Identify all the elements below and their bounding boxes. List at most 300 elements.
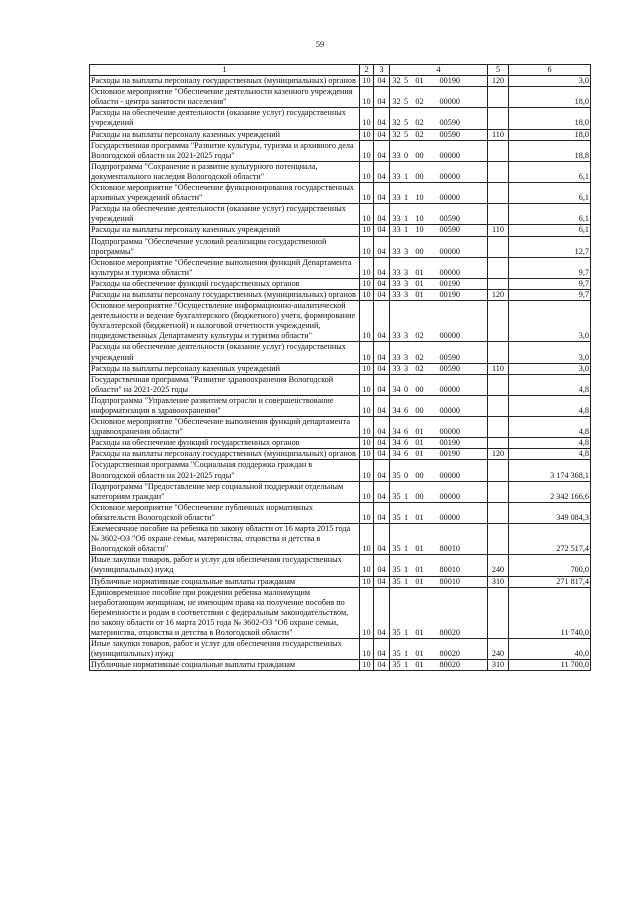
target-article-code [390,129,488,140]
amount-value: 11 700,0 [509,660,591,671]
target-code-part: 00000 [439,512,460,522]
subsection-code: 04 [374,140,390,161]
amount-value: 272 517,4 [509,524,591,555]
expense-type-code [488,183,509,204]
target-code-part: 00590 [439,129,460,139]
subsection-code: 04 [374,395,390,416]
section-code: 10 [360,524,374,555]
target-code-part: 01 [415,565,424,575]
target-code-part: 1 [403,565,409,575]
expense-name: Расходы на выплаты персоналу казенных учреждений [90,363,360,374]
target-code-part: 00190 [439,449,460,459]
table-row [90,301,591,342]
target-code-part: 00 [415,384,424,394]
table-row [90,129,591,140]
target-code-part: 00000 [439,267,460,277]
target-code-part: 1 [403,512,409,522]
expense-name: Основное мероприятие "Обеспечение выполнения функций департамента здравоохранения области" [90,417,360,438]
target-code-part: 35 [392,649,401,659]
section-code: 10 [360,449,374,460]
target-code-part: 80010 [439,565,460,575]
target-code-part: 10 [415,193,424,203]
target-code-part: 80020 [439,627,460,637]
expense-name: Государственная программа "Развитие здравоохранения Вологодской области" на 2021-2025 годы [90,374,360,395]
amount-value: 2 342 166,6 [509,481,591,502]
subsection-code: 04 [374,438,390,449]
section-code: 10 [360,236,374,257]
amount-value: 6,1 [509,225,591,236]
subsection-code: 04 [374,278,390,289]
target-article-code [390,639,488,660]
table-row [90,555,591,576]
target-code-part: 00190 [439,278,460,288]
expense-name: Публичные нормативные социальные выплаты гражданам [90,660,360,671]
target-article-code [390,502,488,523]
section-code: 10 [360,395,374,416]
target-code-part: 00190 [439,438,460,448]
expense-name: Ежемесячное пособие на ребенка по закону области от 16 марта 2015 года № 3602-ОЗ "Об охране семьи, материнства, отцовства и детства в Вологодской области" [90,524,360,555]
target-code-part: 01 [415,660,424,670]
expense-type-code: 110 [488,129,509,140]
target-code-part: 00 [415,171,424,181]
expense-name: Расходы на выплаты персоналу государственных (муниципальных) органов [90,289,360,300]
expense-type-code [488,438,509,449]
target-code-part: 0 [403,470,409,480]
target-article-code [390,555,488,576]
target-code-part: 0 [403,150,409,160]
amount-value: 18,8 [509,140,591,161]
target-code-part: 32 [392,129,401,139]
target-article-code [390,183,488,204]
expense-type-code [488,395,509,416]
table-row [90,289,591,300]
expense-name: Расходы на обеспечение деятельности (оказание услуг) государственных учреждений [90,204,360,225]
section-code: 10 [360,289,374,300]
subsection-code: 04 [374,481,390,502]
target-code-part: 01 [415,627,424,637]
expense-name: Иные закупки товаров, работ и услуг для обеспечения государственных (муниципальных) нужд [90,639,360,660]
section-code: 10 [360,257,374,278]
target-code-part: 00000 [439,97,460,107]
section-code: 10 [360,502,374,523]
table-row [90,660,591,671]
target-code-part: 00000 [439,470,460,480]
expense-type-code [488,204,509,225]
target-code-part: 35 [392,576,401,586]
table-header-row [90,65,591,76]
table-row [90,438,591,449]
target-article-code [390,140,488,161]
target-code-part: 02 [415,129,424,139]
table-row [90,460,591,481]
table-row [90,481,591,502]
subsection-code: 04 [374,204,390,225]
amount-value: 3,0 [509,301,591,342]
target-article-code [390,363,488,374]
table-row [90,257,591,278]
target-code-part: 33 [392,214,401,224]
subsection-code: 04 [374,374,390,395]
target-code-part: 33 [392,363,401,373]
table-row [90,639,591,660]
table-row [90,204,591,225]
section-code: 10 [360,363,374,374]
expense-name: Основное мероприятие "Обеспечение публичных нормативных обязательств Вологодской области" [90,502,360,523]
subsection-code: 04 [374,502,390,523]
expense-name: Расходы на обеспечение деятельности (оказание услуг) государственных учреждений [90,342,360,363]
target-code-part: 5 [403,129,409,139]
target-code-part: 00 [415,246,424,256]
target-code-part: 01 [415,267,424,277]
subsection-code: 04 [374,576,390,587]
subsection-code: 04 [374,289,390,300]
target-code-part: 80020 [439,660,460,670]
target-article-code [390,161,488,182]
expense-name: Подпрограмма "Сохранение и развитие культурного потенциала, документального наследия Вологодской области" [90,161,360,182]
target-code-part: 10 [415,214,424,224]
subsection-code: 04 [374,363,390,374]
target-code-part: 01 [415,427,424,437]
target-code-part: 00 [415,491,424,501]
target-code-part: 1 [403,214,409,224]
target-code-part: 1 [403,660,409,670]
target-code-part: 33 [392,171,401,181]
target-code-part: 3 [403,331,409,341]
target-article-code [390,108,488,129]
amount-value: 40,0 [509,639,591,660]
amount-value: 18,0 [509,129,591,140]
table-row [90,108,591,129]
amount-value: 4,8 [509,417,591,438]
target-article-code [390,289,488,300]
amount-value: 700,0 [509,555,591,576]
target-code-part: 6 [403,406,409,415]
target-code-part: 34 [392,438,401,448]
target-code-part: 1 [403,225,409,235]
target-code-part: 01 [415,289,424,299]
target-code-part: 33 [392,193,401,203]
target-code-part: 3 [403,289,409,299]
target-code-part: 02 [415,97,424,107]
subsection-code: 04 [374,460,390,481]
expense-name: Единовременное пособие при рождении ребенка малоимущим неработающим женщинам, не имеющим права на получение пособия по беременности и родам в соответствии с федеральным законодательством, по закону области от 16 марта 2015 года № 3602-ОЗ "Об охране семьи, материнства, отцовства и детства в Вологодской области" [90,587,360,638]
expense-type-code: 240 [488,555,509,576]
expense-name: Подпрограмма "Предоставление мер социальной поддержки отдельным категориям граждан" [90,481,360,502]
target-code-part: 00590 [439,225,460,235]
target-code-part: 35 [392,544,401,554]
subsection-code: 04 [374,129,390,140]
expense-type-code [488,417,509,438]
target-code-part: 34 [392,406,401,415]
target-code-part: 3 [403,278,409,288]
target-code-part: 00190 [439,289,460,299]
target-code-part: 02 [415,118,424,128]
amount-value: 271 817,4 [509,576,591,587]
target-code-part: 1 [403,193,409,203]
section-code: 10 [360,587,374,638]
amount-value: 3,0 [509,363,591,374]
expense-type-code [488,278,509,289]
expense-name: Подпрограмма "Управление развитием отрасли и совершенствование информатизации в здравоохранении" [90,395,360,416]
column-header: 6 [509,65,591,76]
section-code: 10 [360,342,374,363]
target-code-part: 80020 [439,649,460,659]
table-row [90,363,591,374]
target-code-part: 00000 [439,384,460,394]
target-code-part: 00000 [439,427,460,437]
expense-type-code [488,481,509,502]
target-code-part: 34 [392,449,401,459]
table-row [90,395,591,416]
section-code: 10 [360,438,374,449]
expense-name: Основное мероприятие "Обеспечение функционирования государственных архивных учреждений области" [90,183,360,204]
subsection-code: 04 [374,108,390,129]
target-article-code [390,87,488,108]
target-code-part: 80010 [439,544,460,554]
target-article-code [390,76,488,87]
target-code-part: 01 [415,544,424,554]
section-code: 10 [360,374,374,395]
expense-name: Публичные нормативные социальные выплаты гражданам [90,576,360,587]
target-code-part: 5 [403,118,409,128]
amount-value: 18,0 [509,108,591,129]
section-code: 10 [360,576,374,587]
target-code-part: 01 [415,438,424,448]
target-code-part: 6 [403,449,409,459]
subsection-code: 04 [374,236,390,257]
target-code-part: 01 [415,576,424,586]
target-code-part: 3 [403,352,409,362]
subsection-code: 04 [374,555,390,576]
table-row [90,225,591,236]
amount-value: 11 740,0 [509,587,591,638]
expense-type-code [488,257,509,278]
subsection-code: 04 [374,449,390,460]
section-code: 10 [360,301,374,342]
amount-value: 4,8 [509,395,591,416]
expense-name: Основное мероприятие "Обеспечение деятельности казенного учреждения области - центра занятости населения" [90,87,360,108]
target-code-part: 80010 [439,576,460,586]
expense-type-code [488,524,509,555]
table-row [90,236,591,257]
subsection-code: 04 [374,225,390,236]
expense-name: Основное мероприятие "Осуществление информационно-аналитической деятельности и ведение бухгалтерского (бюджетного) учета, формирование бухгалтерской (бюджетной) и налоговой отчетности учреждений, подведомственных Департаменту культуры и туризма области" [90,301,360,342]
target-code-part: 33 [392,246,401,256]
target-code-part: 1 [403,649,409,659]
target-code-part: 02 [415,331,424,341]
amount-value: 4,8 [509,374,591,395]
section-code: 10 [360,140,374,161]
subsection-code: 04 [374,161,390,182]
target-article-code [390,374,488,395]
expense-type-code [488,87,509,108]
target-code-part: 00590 [439,352,460,362]
expense-name: Государственная программа "Развитие культуры, туризма и архивного дела Вологодской области на 2021-2025 годы" [90,140,360,161]
target-code-part: 00000 [439,406,460,415]
amount-value: 3,0 [509,76,591,87]
expense-type-code [488,460,509,481]
target-code-part: 33 [392,289,401,299]
expense-type-code: 310 [488,576,509,587]
column-header: 5 [488,65,509,76]
amount-value: 6,1 [509,183,591,204]
subsection-code: 04 [374,183,390,204]
target-code-part: 35 [392,565,401,575]
target-code-part: 0 [403,384,409,394]
target-code-part: 00 [415,470,424,480]
section-code: 10 [360,417,374,438]
table-row [90,576,591,587]
target-code-part: 01 [415,512,424,522]
table-row [90,449,591,460]
section-code: 10 [360,660,374,671]
target-code-part: 5 [403,76,409,86]
section-code: 10 [360,183,374,204]
budget-table [89,64,591,671]
subsection-code: 04 [374,660,390,671]
target-code-part: 10 [415,225,424,235]
target-code-part: 00000 [439,150,460,160]
section-code: 10 [360,129,374,140]
target-article-code [390,438,488,449]
subsection-code: 04 [374,257,390,278]
target-code-part: 1 [403,576,409,586]
page-number: 59 [315,39,325,49]
target-code-part: 35 [392,512,401,522]
expense-name: Расходы на выплаты персоналу казенных учреждений [90,129,360,140]
table-row [90,502,591,523]
subsection-code: 04 [374,87,390,108]
expense-name: Расходы на обеспечение деятельности (оказание услуг) государственных учреждений [90,108,360,129]
section-code: 10 [360,87,374,108]
expense-name: Расходы на обеспечение функций государственных органов [90,278,360,289]
target-code-part: 32 [392,118,401,128]
target-code-part: 01 [415,76,424,86]
table-row [90,417,591,438]
expense-name: Иные закупки товаров, работ и услуг для обеспечения государственных (муниципальных) нужд [90,555,360,576]
target-code-part: 00 [415,406,424,415]
table-row [90,87,591,108]
column-header: 3 [374,65,390,76]
section-code: 10 [360,481,374,502]
expense-type-code [488,342,509,363]
subsection-code: 04 [374,587,390,638]
target-code-part: 00000 [439,246,460,256]
target-article-code [390,449,488,460]
table-row [90,587,591,638]
expense-type-code [488,108,509,129]
expense-type-code: 240 [488,639,509,660]
subsection-code: 04 [374,342,390,363]
target-code-part: 00590 [439,118,460,128]
expense-type-code [488,236,509,257]
target-article-code [390,660,488,671]
section-code: 10 [360,76,374,87]
table-row [90,342,591,363]
section-code: 10 [360,108,374,129]
target-code-part: 00590 [439,363,460,373]
section-code: 10 [360,204,374,225]
amount-value: 3 174 368,1 [509,460,591,481]
target-code-part: 01 [415,449,424,459]
amount-value: 6,1 [509,204,591,225]
target-code-part: 35 [392,491,401,501]
amount-value: 9,7 [509,278,591,289]
target-article-code [390,225,488,236]
amount-value: 4,8 [509,449,591,460]
expense-name: Расходы на выплаты персоналу государственных (муниципальных) органов [90,76,360,87]
section-code: 10 [360,639,374,660]
target-code-part: 02 [415,363,424,373]
target-code-part: 00000 [439,491,460,501]
target-code-part: 00000 [439,171,460,181]
section-code: 10 [360,460,374,481]
target-code-part: 35 [392,470,401,480]
target-code-part: 00000 [439,193,460,203]
amount-value: 6,1 [509,161,591,182]
table-row [90,140,591,161]
target-code-part: 3 [403,246,409,256]
target-code-part: 1 [403,627,409,637]
section-code: 10 [360,555,374,576]
expense-type-code: 310 [488,660,509,671]
section-code: 10 [360,278,374,289]
expense-name: Расходы на обеспечение функций государственных органов [90,438,360,449]
target-article-code [390,236,488,257]
expense-name: Расходы на выплаты персоналу казенных учреждений [90,225,360,236]
target-article-code [390,587,488,638]
table-row [90,76,591,87]
amount-value: 349 084,3 [509,502,591,523]
target-code-part: 1 [403,491,409,501]
table-row [90,183,591,204]
expense-type-code [488,301,509,342]
expense-type-code: 120 [488,449,509,460]
subsection-code: 04 [374,76,390,87]
target-article-code [390,342,488,363]
target-article-code [390,257,488,278]
amount-value: 18,0 [509,87,591,108]
target-code-part: 3 [403,363,409,373]
subsection-code: 04 [374,301,390,342]
expense-name: Расходы на выплаты персоналу государственных (муниципальных) органов [90,449,360,460]
target-article-code [390,301,488,342]
amount-value: 4,8 [509,438,591,449]
target-code-part: 6 [403,438,409,448]
target-code-part: 00190 [439,76,460,86]
expense-type-code: 110 [488,363,509,374]
expense-type-code [488,140,509,161]
target-code-part: 35 [392,660,401,670]
target-code-part: 33 [392,267,401,277]
target-article-code [390,204,488,225]
target-code-part: 33 [392,278,401,288]
expense-type-code: 110 [488,225,509,236]
target-code-part: 01 [415,278,424,288]
target-article-code [390,278,488,289]
target-article-code [390,395,488,416]
target-article-code [390,417,488,438]
target-code-part: 3 [403,267,409,277]
target-code-part: 01 [415,649,424,659]
target-code-part: 5 [403,97,409,107]
column-header: 4 [390,65,488,76]
target-code-part: 1 [403,544,409,554]
expense-name: Подпрограмма "Обеспечение условий реализации государственной программы" [90,236,360,257]
table-row [90,374,591,395]
amount-value: 3,0 [509,342,591,363]
subsection-code: 04 [374,417,390,438]
